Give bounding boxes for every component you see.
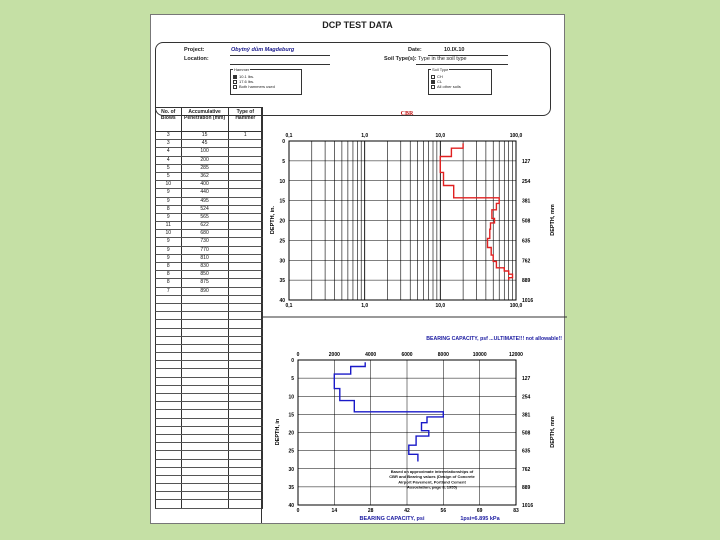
cbr-y-tick: 5 (282, 158, 285, 165)
col-penetration-header: Accumulative Penetration (mm) (182, 108, 229, 131)
cell-hammer[interactable] (229, 230, 262, 237)
cell-hammer[interactable] (229, 312, 262, 319)
table-row (155, 238, 263, 246)
cell-hammer[interactable] (229, 402, 262, 409)
bearing-x-tick-bottom: 0 (296, 508, 300, 514)
cell-pen[interactable]: 45 (182, 140, 229, 147)
table-row (155, 181, 263, 189)
cbr-x-tick-bottom: 100,0 (509, 303, 523, 309)
table-row (155, 320, 263, 328)
table-row (155, 460, 263, 468)
project-info-panel (155, 42, 551, 116)
checkbox-icon (431, 85, 435, 89)
cell-hammer[interactable]: 1 (243, 132, 247, 138)
cell-blows[interactable] (156, 492, 182, 499)
cell-blows[interactable] (156, 468, 182, 475)
table-row (155, 476, 263, 484)
cell-pen[interactable] (182, 353, 229, 360)
cell-blows[interactable] (156, 410, 182, 417)
table-row (155, 378, 263, 386)
cell-blows[interactable] (156, 353, 182, 360)
cell-hammer[interactable] (229, 476, 262, 483)
cell-blows[interactable] (156, 394, 182, 401)
soil-option-2[interactable]: All other soils (431, 84, 489, 89)
table-row (155, 386, 263, 394)
cell-hammer[interactable] (229, 378, 262, 385)
cell-blows[interactable]: 3 (156, 140, 182, 147)
cell-blows[interactable] (156, 345, 182, 352)
soil-types-label: Soil Type(s): (384, 56, 417, 62)
cbr-y-axis-label-right: DEPTH, mm (550, 204, 556, 236)
cbr-x-tick-top: 100,0 (509, 133, 523, 139)
table-row (155, 419, 263, 427)
cell-hammer[interactable] (229, 337, 262, 344)
cell-hammer[interactable] (229, 320, 262, 327)
cbr-x-tick-bottom: 1,0 (361, 303, 369, 309)
cell-hammer[interactable] (229, 214, 262, 221)
cell-pen[interactable]: 875 (182, 279, 229, 286)
bearing-y-tick-right: 762 (522, 466, 531, 473)
cell-pen[interactable]: 810 (182, 255, 229, 262)
cell-pen[interactable]: 15 (182, 132, 229, 139)
table-row (155, 288, 263, 296)
bearing-y-tick-right: 508 (522, 430, 531, 437)
table-row (155, 345, 263, 353)
cell-hammer[interactable] (229, 304, 262, 311)
cell-hammer[interactable] (229, 238, 262, 245)
cbr-chart-title: CBR (400, 111, 414, 117)
cell-hammer[interactable] (229, 198, 262, 205)
table-row (155, 492, 263, 500)
date-label: Date: (408, 47, 422, 53)
bearing-x-axis-note: 1psi=6.895 kPa (460, 516, 500, 522)
bearing-chart-title: BEARING CAPACITY, psf ...ULTIMATE!!! not allowable!! (426, 336, 562, 342)
cell-blows[interactable] (156, 337, 182, 344)
cbr-y-tick: 25 (279, 238, 285, 245)
bearing-x-tick-bottom: 83 (513, 508, 519, 514)
table-header (155, 107, 263, 132)
cell-blows[interactable] (156, 386, 182, 393)
cell-pen[interactable] (182, 320, 229, 327)
table-row (155, 189, 263, 197)
charts-svg (262, 107, 567, 523)
cell-blows[interactable]: 9 (156, 238, 182, 245)
cell-pen[interactable]: 890 (182, 288, 229, 295)
bearing-y-tick: 40 (288, 503, 294, 509)
table-row (155, 451, 263, 459)
cbr-x-tick-top: 1,0 (361, 133, 369, 139)
bearing-y-tick: 10 (288, 394, 294, 401)
bearing-x-tick-bottom: 42 (404, 508, 410, 514)
bearing-x-tick-top: 0 (296, 352, 300, 358)
col-blows-header: No. of Blows (156, 108, 182, 131)
bearing-x-tick-bottom: 69 (476, 508, 483, 514)
cell-hammer[interactable] (229, 492, 262, 499)
cell-hammer[interactable] (229, 329, 262, 336)
checkbox-icon (233, 80, 237, 84)
checkbox-checked-icon (431, 80, 435, 84)
bearing-x-axis-label: BEARING CAPACITY, psi (359, 516, 425, 522)
cell-pen[interactable] (182, 378, 229, 385)
table-row (155, 165, 263, 173)
cell-blows[interactable] (156, 361, 182, 368)
cell-hammer[interactable] (229, 410, 262, 417)
bearing-series-line (334, 362, 443, 461)
cell-blows[interactable]: 9 (156, 255, 182, 262)
cbr-y-tick-right: 635 (522, 238, 531, 245)
bearing-y-tick: 15 (288, 412, 294, 419)
cell-pen[interactable]: 200 (182, 157, 229, 164)
table-row (155, 157, 263, 165)
bearing-x-tick-bottom: 28 (367, 508, 374, 514)
cell-blows[interactable] (156, 419, 182, 426)
cell-blows[interactable] (156, 402, 182, 409)
cell-blows[interactable]: 7 (156, 288, 182, 295)
cell-pen[interactable] (182, 468, 229, 475)
bearing-y-tick: 25 (288, 448, 294, 455)
cell-pen[interactable]: 850 (182, 271, 229, 278)
bearing-y-tick-right: 127 (522, 376, 531, 383)
dcp-sheet (150, 14, 565, 524)
cell-pen[interactable] (182, 361, 229, 368)
table-row (155, 230, 263, 238)
table-row (155, 296, 263, 304)
cell-blows[interactable]: 9 (156, 247, 182, 254)
hammer-option-2[interactable]: Both hammers used (233, 84, 299, 89)
cbr-x-tick-top: 0,1 (285, 133, 293, 139)
hammer-title: Hammer (234, 67, 250, 72)
cell-blows[interactable] (156, 378, 182, 385)
cell-pen[interactable] (182, 476, 229, 483)
bearing-y-tick-right: 1016 (522, 503, 534, 509)
cell-hammer[interactable] (229, 271, 262, 278)
cbr-x-tick-top: 10,0 (435, 133, 446, 139)
bearing-y-tick: 0 (291, 358, 294, 364)
table-row (155, 132, 263, 140)
table-row (155, 214, 263, 222)
cell-pen[interactable]: 622 (182, 222, 229, 229)
cbr-y-tick-right: 254 (522, 178, 531, 185)
col-hammer-header: Type of Hammer (235, 109, 256, 121)
bearing-annotation-line: Association, page 8, 1955) (406, 484, 458, 490)
bearing-y-tick-right: 381 (522, 412, 531, 419)
cell-pen[interactable]: 524 (182, 206, 229, 213)
cell-pen[interactable] (182, 410, 229, 417)
bearing-y-tick: 20 (288, 430, 294, 437)
cell-hammer[interactable] (229, 296, 262, 303)
cell-blows[interactable]: 5 (156, 165, 182, 172)
bearing-annotation-line: Based on approximate interrelationships of (390, 469, 474, 474)
cell-pen[interactable] (182, 296, 229, 303)
cbr-y-tick-right: 762 (522, 258, 531, 265)
cell-hammer[interactable] (229, 386, 262, 393)
cell-blows[interactable] (156, 460, 182, 467)
table-row (155, 484, 263, 492)
cell-pen[interactable] (182, 386, 229, 393)
cell-blows[interactable] (156, 329, 182, 336)
location-label: Location: (184, 56, 209, 62)
soil-types-value[interactable]: Type in the soil type (418, 56, 467, 62)
table-row (155, 427, 263, 435)
cbr-y-tick: 10 (279, 178, 285, 185)
table-row (155, 279, 263, 287)
cbr-x-tick-bottom: 0,1 (285, 303, 293, 309)
cell-pen[interactable]: 730 (182, 238, 229, 245)
cell-blows[interactable]: 9 (156, 189, 182, 196)
cell-pen[interactable]: 770 (182, 247, 229, 254)
table-row (155, 271, 263, 279)
table-row (155, 361, 263, 369)
cell-blows[interactable]: 10 (156, 181, 182, 188)
cell-pen[interactable] (182, 484, 229, 491)
cell-blows[interactable]: 11 (156, 222, 182, 229)
blows-table (155, 107, 263, 523)
cell-hammer[interactable] (229, 427, 262, 434)
cell-hammer[interactable] (229, 353, 262, 360)
cbr-y-tick: 30 (279, 258, 285, 265)
cell-hammer[interactable] (229, 263, 262, 270)
bearing-annotation-line: Airport Pavement, Portland Cement (398, 479, 466, 485)
cell-pen[interactable] (182, 443, 229, 450)
cell-blows[interactable]: 3 (156, 132, 182, 139)
cell-blows[interactable]: 10 (156, 230, 182, 237)
cell-blows[interactable] (156, 312, 182, 319)
checkbox-icon (431, 75, 435, 79)
soil-option-1[interactable]: CL (431, 79, 489, 84)
cell-hammer[interactable] (229, 255, 262, 262)
cell-blows[interactable]: 9 (156, 198, 182, 205)
cell-hammer[interactable] (229, 288, 262, 295)
date-value[interactable]: 10.IX.10 (444, 47, 465, 53)
cell-hammer[interactable] (229, 148, 262, 155)
hammer-option-0[interactable]: 10.1 lbs. (233, 74, 299, 79)
cbr-y-axis-label: DEPTH, in. (270, 205, 276, 235)
cell-hammer[interactable] (229, 435, 262, 442)
bearing-y-tick: 30 (288, 466, 294, 473)
cell-blows[interactable]: 8 (156, 279, 182, 286)
cell-pen[interactable] (182, 329, 229, 336)
table-row (155, 369, 263, 377)
table-row (155, 337, 263, 345)
cell-pen[interactable] (182, 369, 229, 376)
cell-pen[interactable]: 830 (182, 263, 229, 270)
cell-hammer[interactable] (229, 140, 262, 147)
cell-pen[interactable]: 495 (182, 198, 229, 205)
cell-hammer[interactable] (229, 500, 262, 507)
cell-pen[interactable] (182, 312, 229, 319)
cell-blows[interactable]: 8 (156, 271, 182, 278)
table-row (155, 247, 263, 255)
cell-pen[interactable] (182, 402, 229, 409)
table-row (155, 255, 263, 263)
cell-pen[interactable] (182, 492, 229, 499)
cell-pen[interactable]: 680 (182, 230, 229, 237)
table-row (155, 394, 263, 402)
table-row (155, 410, 263, 418)
cell-hammer[interactable] (229, 460, 262, 467)
cell-blows[interactable]: 4 (156, 157, 182, 164)
soil-type-options (428, 69, 492, 95)
cell-hammer[interactable] (229, 247, 262, 254)
cell-blows[interactable]: 9 (156, 214, 182, 221)
cell-hammer[interactable] (229, 222, 262, 229)
cell-blows[interactable]: 4 (156, 148, 182, 155)
cell-hammer[interactable] (229, 419, 262, 426)
bearing-x-tick-top: 8000 (437, 352, 449, 358)
table-row (155, 312, 263, 320)
cell-hammer[interactable] (229, 394, 262, 401)
cbr-y-tick: 15 (279, 198, 285, 205)
table-row (155, 173, 263, 181)
bearing-y-tick-right: 254 (522, 394, 531, 401)
project-label: Project: (184, 47, 205, 53)
table-body (155, 132, 263, 509)
cell-hammer[interactable] (229, 369, 262, 376)
table-row (155, 443, 263, 451)
cbr-y-tick-right: 381 (522, 198, 531, 205)
cell-hammer[interactable] (229, 345, 262, 352)
bearing-y-axis-label-right: DEPTH, mm (550, 416, 556, 448)
bearing-x-tick-top: 6000 (401, 352, 413, 358)
table-row (155, 402, 263, 410)
cbr-y-tick: 40 (279, 298, 285, 304)
checkbox-icon (233, 85, 237, 89)
table-row (155, 198, 263, 206)
cell-blows[interactable] (156, 443, 182, 450)
cell-pen[interactable] (182, 419, 229, 426)
cell-pen[interactable] (182, 460, 229, 467)
cell-pen[interactable] (182, 394, 229, 401)
cell-blows[interactable] (156, 427, 182, 434)
project-value[interactable]: Obytný dům Magdeburg (231, 47, 295, 53)
table-row (155, 500, 263, 508)
table-row (155, 148, 263, 156)
sheet-title: DCP TEST DATA (322, 20, 393, 30)
table-row (155, 263, 263, 271)
cell-blows[interactable] (156, 369, 182, 376)
cbr-x-tick-bottom: 10,0 (435, 303, 446, 309)
cbr-y-tick-right: 508 (522, 218, 531, 225)
bearing-annotation (389, 469, 475, 490)
cell-hammer[interactable] (229, 468, 262, 475)
cell-hammer[interactable] (229, 484, 262, 491)
cbr-y-tick: 20 (279, 218, 285, 225)
cell-pen[interactable] (182, 500, 229, 507)
soil-type-title: Soil Type (432, 67, 449, 72)
cell-hammer[interactable] (229, 206, 262, 213)
cell-pen[interactable] (182, 427, 229, 434)
table-row (155, 435, 263, 443)
cell-hammer[interactable] (229, 279, 262, 286)
bearing-x-tick-top: 10000 (472, 352, 487, 358)
hammer-options (230, 69, 302, 95)
checkbox-checked-icon (233, 75, 237, 79)
bearing-annotation-line: CBR and Bearing values (Design of Concrete (389, 474, 475, 480)
table-row (155, 206, 263, 214)
cell-pen[interactable]: 100 (182, 148, 229, 155)
cell-blows[interactable] (156, 304, 182, 311)
cell-blows[interactable] (156, 484, 182, 491)
cell-blows[interactable] (156, 296, 182, 303)
table-row (155, 140, 263, 148)
table-row (155, 468, 263, 476)
bearing-x-tick-top: 12000 (509, 352, 523, 358)
cell-hammer[interactable] (229, 165, 262, 172)
charts-panel (261, 107, 566, 523)
table-row (155, 353, 263, 361)
bearing-x-tick-bottom: 14 (331, 508, 338, 514)
bearing-x-tick-top: 4000 (365, 352, 377, 358)
cbr-y-tick: 35 (279, 278, 285, 285)
cell-blows[interactable] (156, 500, 182, 507)
cbr-y-tick-right: 127 (522, 158, 531, 165)
cell-hammer[interactable] (229, 173, 262, 180)
cell-blows[interactable] (156, 320, 182, 327)
cell-pen[interactable] (182, 435, 229, 442)
bearing-y-axis-label: DEPTH, in (275, 418, 281, 446)
bearing-y-tick: 35 (288, 484, 294, 491)
table-row (155, 222, 263, 230)
cell-hammer[interactable] (229, 443, 262, 450)
soil-option-0[interactable]: CH (431, 74, 489, 79)
cbr-y-tick-right: 1016 (522, 298, 534, 304)
cell-pen[interactable] (182, 304, 229, 311)
cell-pen[interactable]: 362 (182, 173, 229, 180)
bearing-x-tick-top: 2000 (328, 352, 340, 358)
cell-hammer[interactable] (229, 157, 262, 164)
table-row (155, 329, 263, 337)
cell-pen[interactable] (182, 345, 229, 352)
bearing-y-tick-right: 635 (522, 448, 531, 455)
cell-blows[interactable] (156, 435, 182, 442)
cell-pen[interactable] (182, 337, 229, 344)
bearing-y-tick-right: 889 (522, 484, 531, 491)
cell-pen[interactable] (182, 451, 229, 458)
cell-hammer[interactable] (229, 361, 262, 368)
cell-hammer[interactable] (229, 189, 262, 196)
hammer-option-1[interactable]: 17.6 lbs. (233, 79, 299, 84)
bearing-x-tick-bottom: 56 (440, 508, 447, 514)
bearing-y-tick: 5 (291, 376, 294, 383)
cell-blows[interactable]: 8 (156, 206, 182, 213)
cell-blows[interactable]: 5 (156, 173, 182, 180)
cbr-y-tick-right: 889 (522, 278, 531, 285)
cell-blows[interactable] (156, 476, 182, 483)
cell-blows[interactable]: 8 (156, 263, 182, 270)
cell-pen[interactable]: 440 (182, 189, 229, 196)
cell-hammer[interactable] (229, 451, 262, 458)
cell-pen[interactable]: 565 (182, 214, 229, 221)
table-row (155, 304, 263, 312)
cell-pen[interactable]: 400 (182, 181, 229, 188)
cbr-y-tick: 0 (282, 139, 285, 145)
cell-hammer[interactable] (229, 181, 262, 188)
cell-blows[interactable] (156, 451, 182, 458)
cell-pen[interactable]: 285 (182, 165, 229, 172)
